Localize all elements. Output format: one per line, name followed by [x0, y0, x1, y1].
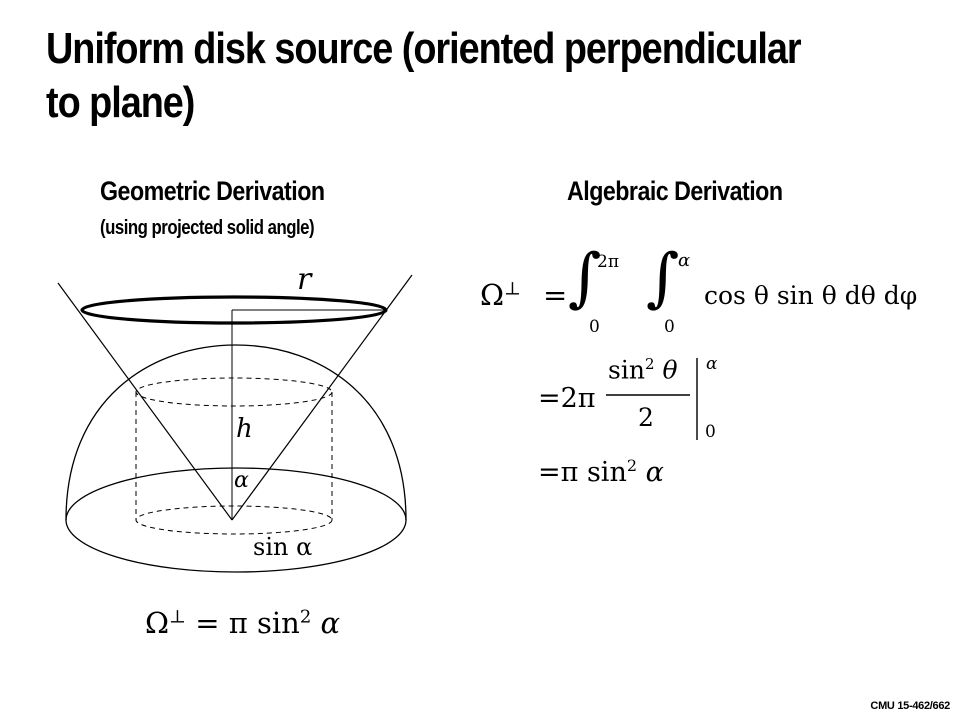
line3-prefix: =π sin [538, 457, 627, 488]
integral-sign-2: ∫ [646, 241, 680, 315]
int2-upper: α [678, 250, 691, 271]
alg-line3 [538, 456, 664, 488]
label-r: r [297, 262, 312, 297]
line2-theta: θ [662, 355, 678, 385]
result-perp: ⊥ [169, 606, 186, 628]
label-h: h [236, 414, 253, 444]
eval-lower: 0 [705, 422, 716, 442]
alg-line2-denominator: 2 [638, 403, 654, 432]
result-alpha: α [320, 606, 341, 640]
line3-exponent: 2 [626, 456, 638, 475]
label-sin-alpha: sin α [253, 533, 313, 561]
int2-lower: 0 [664, 317, 675, 337]
integral-sign-1: ∫ [568, 241, 602, 315]
alg-line2-prefix: =2π [538, 383, 596, 414]
course-footer: CMU 15-462/662 [870, 700, 950, 712]
alg-perp: ⊥ [504, 278, 521, 300]
slide-title-line1: Uniform disk source (oriented perpendicular [46, 24, 801, 73]
geometric-heading: Geometric Derivation [100, 176, 325, 206]
line2-num-exponent: 2 [644, 355, 655, 373]
result-exponent: 2 [299, 606, 312, 628]
int1-lower: 0 [589, 317, 600, 337]
line3-alpha: α [645, 457, 664, 488]
integrand: cos θ sin θ dθ dφ [704, 281, 918, 310]
int1-upper: 2π [597, 252, 619, 272]
label-alpha: α [234, 468, 249, 493]
alg-equals: = [543, 278, 568, 312]
result-omega: Ω [145, 606, 170, 640]
result-rhs: = π sin [195, 606, 300, 640]
slide-title-line2: to plane) [46, 78, 195, 127]
geometric-subheading: (using projected solid angle) [100, 217, 315, 239]
alg-omega: Ω [480, 278, 505, 312]
eval-upper: α [706, 354, 718, 374]
algebraic-heading: Algebraic Derivation [567, 176, 783, 206]
line2-sin: sin [608, 355, 645, 385]
